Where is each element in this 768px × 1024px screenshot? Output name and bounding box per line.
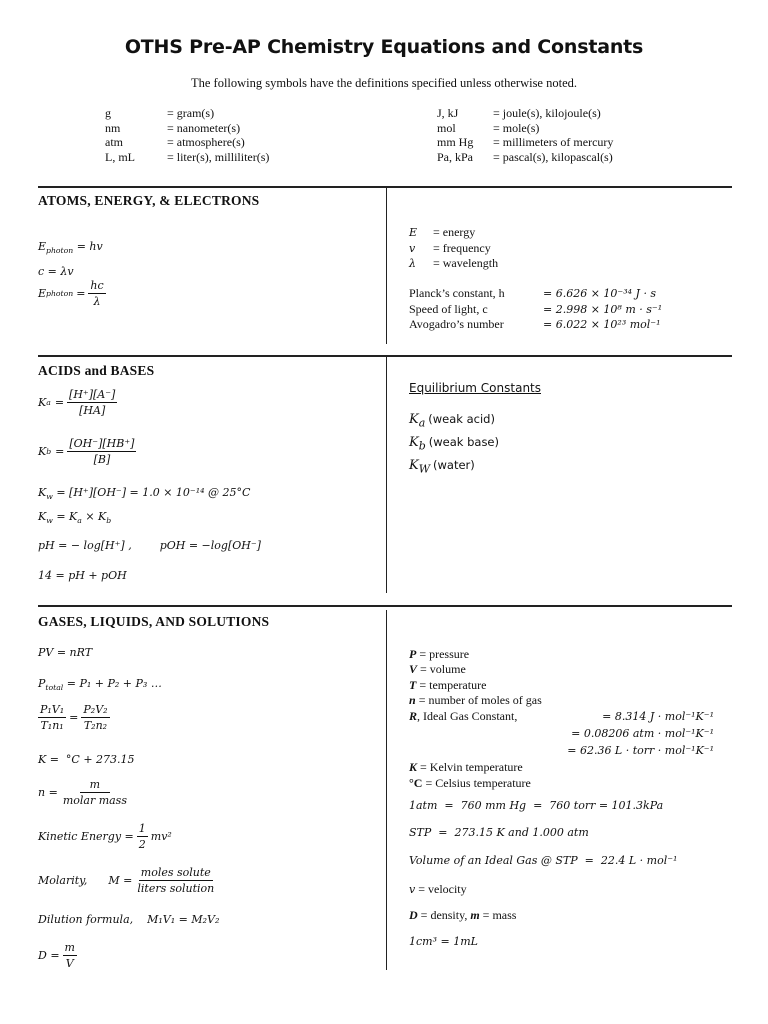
- eq-symbol: K: [38, 445, 47, 458]
- constant-row: [409, 286, 662, 302]
- eq-symbol: K: [38, 396, 47, 409]
- eq-subscript: a: [77, 516, 82, 526]
- variable-definition: = mass: [482, 908, 517, 922]
- variable-row: [409, 709, 542, 724]
- equilibrium-row: [409, 410, 499, 433]
- symbol: atm: [105, 135, 123, 149]
- symbol-definition: = gram(s): [167, 106, 215, 120]
- variable-row: [409, 662, 542, 677]
- constant-value: = 2.998 × 10⁸ m · s⁻¹: [543, 302, 663, 316]
- symbol-row: [105, 135, 269, 150]
- page-title: OTHS Pre-AP Chemistry Equations and Constants: [124, 36, 644, 58]
- gas-constant-values: [567, 708, 714, 759]
- gas-constant-value: = 62.36 L · torr · mol⁻¹K⁻¹: [567, 744, 714, 757]
- section-title-acids: ACIDS and BASES: [38, 363, 155, 378]
- constant-definition: (water): [433, 457, 475, 472]
- equation-ph-poh: pH = − log[H⁺] , pOH = −log[OH⁻]: [38, 539, 261, 552]
- fraction-denominator: T₂n₂: [83, 719, 108, 732]
- page-subtitle: The following symbols have the definitions specified unless otherwise noted.: [190, 76, 578, 90]
- eq-rhs: = [H⁺][OH⁻] = 1.0 × 10⁻¹⁴ @ 25°C: [56, 486, 251, 499]
- eq-rhs: = P₁ + P₂ + P₃ …: [66, 677, 162, 690]
- constant-value: = 6.022 × 10²³ mol⁻¹: [543, 318, 661, 331]
- eq-symbol: K: [38, 486, 47, 499]
- equation-moles: [38, 778, 132, 807]
- equilibrium-row: [409, 433, 499, 456]
- symbol-row: [437, 135, 613, 150]
- eq-lhs: Molarity, M =: [38, 874, 133, 887]
- constant-subscript: a: [418, 416, 426, 430]
- constant-symbol: K: [409, 457, 419, 473]
- fraction-numerator: hc: [90, 279, 104, 292]
- gases-variable-list: [409, 647, 542, 724]
- variable-symbol: λ: [409, 257, 416, 270]
- section-title-gases: GASES, LIQUIDS, AND SOLUTIONS: [38, 614, 270, 629]
- fraction: [67, 388, 117, 417]
- eq-rhs: = hv: [76, 240, 103, 253]
- eq-subscript: a: [46, 398, 51, 407]
- symbol-row: [437, 121, 613, 136]
- symbol: L, mL: [105, 149, 135, 164]
- constant-row: [409, 317, 662, 333]
- variable-symbol: n: [409, 693, 416, 708]
- variable-row: [409, 647, 542, 662]
- fraction-numerator: m: [64, 941, 75, 954]
- section-title-atoms: ATOMS, ENERGY, & ELECTRONS: [38, 193, 260, 208]
- variable-row: [409, 776, 531, 792]
- eq-symbol: P: [38, 677, 46, 690]
- equilibrium-constants-list: [409, 410, 499, 479]
- stp-definition: STP = 273.15 K and 1.000 atm: [409, 826, 589, 839]
- fraction-numerator: moles solute: [140, 866, 211, 879]
- eq-lhs: D =: [38, 949, 60, 962]
- fraction-denominator: 2: [138, 838, 146, 851]
- variable-definition: = energy: [433, 225, 476, 239]
- fraction-numerator: P₂V₂: [83, 703, 108, 716]
- equation-density: [38, 941, 80, 970]
- symbol-row: [105, 121, 269, 136]
- constant-definition: (weak acid): [428, 412, 495, 426]
- variable-symbol: v: [409, 883, 416, 896]
- eq-rhs: = K: [56, 510, 78, 523]
- variable-symbol: T: [409, 677, 417, 692]
- equation-photon-energy-hc: [38, 279, 109, 308]
- equation-kelvin: K = °C + 273.15: [38, 753, 135, 766]
- variable-row: [409, 693, 542, 708]
- constant-name: Avogadro’s number: [409, 317, 504, 331]
- constant-subscript: b: [418, 439, 426, 453]
- symbol-row: [437, 106, 613, 121]
- fraction: [63, 941, 77, 970]
- eq-subscript: photon: [46, 289, 74, 298]
- section-divider: [38, 186, 732, 188]
- variable-definition: = number of moles of gas: [418, 693, 542, 708]
- symbol-definition: = pascal(s), kilopascal(s): [493, 149, 613, 164]
- fraction: [81, 703, 109, 732]
- equation-combined-gas: [35, 703, 113, 732]
- equation-kw: [38, 486, 250, 501]
- variable-row: [409, 256, 498, 272]
- equilibrium-row: [409, 456, 499, 479]
- variable-symbol: R: [409, 708, 418, 723]
- eq-rhs: mv²: [150, 830, 172, 843]
- variable-symbol: °C: [409, 775, 423, 790]
- variable-symbol: V: [409, 662, 418, 677]
- constant-name: Speed of light, c: [409, 301, 488, 316]
- variable-symbol: P: [409, 647, 417, 661]
- eq-symbol: E: [38, 287, 47, 300]
- variable-definition: = velocity: [418, 882, 467, 896]
- symbol: Pa, kPa: [437, 149, 473, 164]
- symbol-list-right: [437, 106, 613, 164]
- variable-row: [409, 225, 498, 241]
- variable-definition: = volume: [420, 662, 466, 677]
- symbol-definition: = mole(s): [493, 120, 540, 135]
- constant-symbol: K: [409, 412, 419, 427]
- atoms-variable-list: [409, 225, 498, 272]
- variable-definition: = wavelength: [433, 256, 499, 270]
- symbol: mol: [437, 120, 456, 135]
- symbol-definition: = joule(s), kilojoule(s): [493, 106, 601, 120]
- fraction-denominator: λ: [93, 295, 101, 308]
- velocity-definition: [409, 882, 467, 897]
- variable-row: [409, 760, 531, 776]
- constant-symbol: K: [409, 434, 419, 450]
- constant-value: = 6.626 × 10⁻³⁴ J · s: [543, 287, 657, 300]
- symbol-row: [105, 150, 269, 165]
- constant-definition: (weak base): [428, 434, 499, 449]
- symbol-row: [437, 150, 613, 165]
- eq-equals: =: [69, 711, 79, 724]
- symbol-definition: = liter(s), milliliter(s): [167, 149, 270, 164]
- fraction-denominator: [HA]: [79, 404, 106, 417]
- fraction: [38, 703, 66, 732]
- equilibrium-constants-title: [409, 381, 541, 395]
- variable-definition: , Ideal Gas Constant,: [417, 708, 518, 723]
- pressure-conversion: 1atm = 760 mm Hg = 760 torr = 101.3kPa: [409, 799, 664, 812]
- eq-equals: =: [55, 445, 65, 458]
- ideal-gas-volume: Volume of an Ideal Gas @ STP = 22.4 L · mol⁻¹: [409, 854, 678, 867]
- equation-molarity: [38, 866, 219, 895]
- symbol: nm: [105, 120, 121, 135]
- equation-ideal-gas: PV = nRT: [38, 646, 93, 659]
- constant-name: Planck’s constant, h: [409, 286, 505, 300]
- volume-conversion: 1cm³ = 1mL: [409, 935, 478, 948]
- gas-constant-value: = 8.314 J · mol⁻¹K⁻¹: [602, 710, 714, 723]
- variable-definition: = density,: [420, 908, 471, 922]
- equation-speed-of-light: c = λv: [38, 265, 74, 278]
- equation-kb: [38, 437, 139, 466]
- fraction-numerator: 1: [138, 822, 146, 835]
- symbol-definition: = millimeters of mercury: [493, 135, 614, 149]
- variable-symbol: D: [409, 908, 418, 922]
- fraction-denominator: molar mass: [62, 794, 127, 807]
- constant-subscript: W: [418, 462, 431, 476]
- variable-definition: = pressure: [419, 647, 470, 661]
- variable-symbol: K: [409, 760, 418, 774]
- equation-dilution: Dilution formula, M₁V₁ = M₂V₂: [38, 913, 220, 926]
- section-divider: [38, 605, 732, 607]
- fraction-denominator: [B]: [93, 453, 111, 466]
- equation-photon-energy: [38, 240, 103, 255]
- fraction-numerator: P₁V₁: [40, 703, 65, 716]
- symbol-row: [105, 106, 269, 121]
- symbol-definition: = nanometer(s): [167, 120, 241, 135]
- symbol: mm Hg: [437, 135, 474, 149]
- eq-subscript: w: [46, 492, 53, 502]
- fraction-denominator: liters solution: [137, 882, 215, 895]
- atoms-constants-list: [409, 286, 662, 333]
- variable-definition: = Celsius temperature: [425, 775, 531, 790]
- eq-lhs: Kinetic Energy =: [38, 830, 134, 843]
- fraction-denominator: V: [65, 957, 74, 970]
- column-divider: [386, 357, 387, 593]
- eq-subscript: b: [106, 516, 112, 526]
- symbol-list-left: [105, 106, 269, 164]
- temperature-definitions: [409, 760, 531, 791]
- eq-lhs: n =: [38, 786, 58, 799]
- eq-subscript: total: [45, 683, 64, 693]
- eq-subscript: w: [46, 516, 53, 526]
- section-divider: [38, 355, 732, 357]
- symbol: J, kJ: [437, 106, 459, 120]
- equation-kw-ka-kb: [38, 510, 111, 525]
- eq-subscript: photon: [46, 246, 74, 256]
- variable-definition: = Kelvin temperature: [420, 760, 523, 774]
- variable-row: [409, 678, 542, 693]
- fraction: [137, 822, 148, 851]
- gas-constant-value: = 0.08206 atm · mol⁻¹K⁻¹: [571, 727, 714, 740]
- constant-row: [409, 302, 662, 318]
- eq-rhs: × K: [85, 510, 107, 523]
- variable-row: [409, 241, 498, 257]
- equation-kinetic-energy: [38, 822, 172, 851]
- equilibrium-title-text: Equilibrium Constants: [409, 381, 541, 395]
- symbol-definition: = atmosphere(s): [167, 135, 245, 149]
- column-divider: [386, 188, 387, 344]
- column-divider: [386, 610, 387, 970]
- eq-symbol: K: [38, 510, 47, 523]
- variable-symbol: m: [470, 908, 480, 922]
- variable-definition: = temperature: [419, 677, 487, 692]
- eq-subscript: b: [46, 447, 52, 456]
- fraction-denominator: T₁n₁: [40, 719, 64, 732]
- symbol: g: [105, 106, 111, 120]
- fraction: [67, 437, 136, 466]
- fraction-numerator: [OH⁻][HB⁺]: [69, 437, 135, 450]
- equation-ka: [38, 388, 120, 417]
- equation-dalton: [38, 677, 162, 692]
- fraction-numerator: [H⁺][A⁻]: [69, 388, 116, 401]
- eq-equals: =: [54, 396, 65, 409]
- variable-symbol: v: [409, 241, 416, 255]
- equation-ph-sum: 14 = pH + pOH: [38, 569, 127, 582]
- fraction: [135, 866, 216, 895]
- variable-symbol: E: [409, 226, 418, 239]
- variable-definition: = frequency: [433, 240, 491, 255]
- fraction: [61, 778, 129, 807]
- fraction: [88, 279, 105, 308]
- eq-equals: =: [76, 287, 86, 300]
- eq-symbol: E: [38, 240, 47, 253]
- fraction-numerator: m: [80, 778, 110, 793]
- density-mass-definition: [409, 908, 516, 923]
